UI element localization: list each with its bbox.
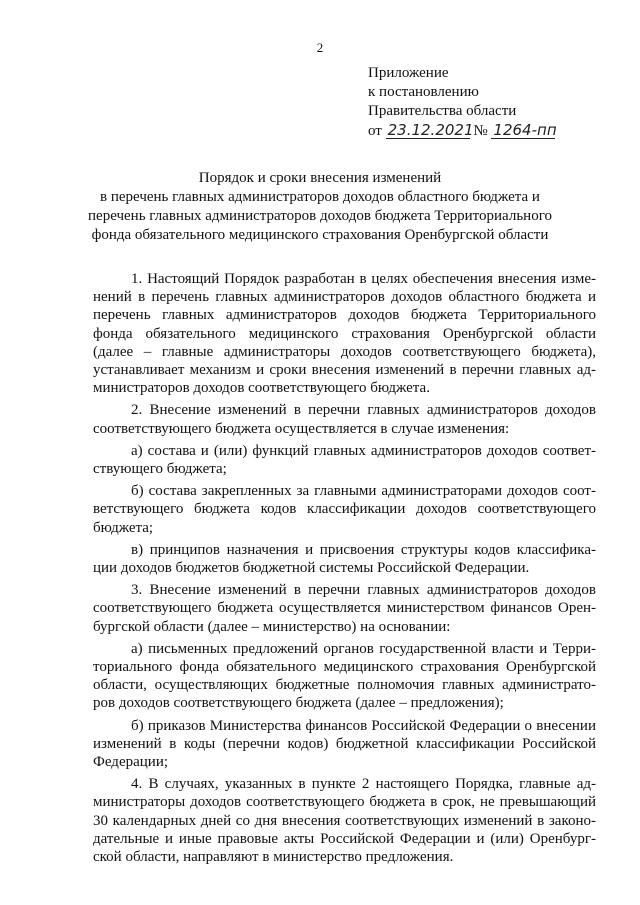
paragraph (93, 775, 596, 866)
handwritten-number: 1264-пп (493, 121, 557, 139)
paragraph-line: соответствующего бюджета осуществляется в случае изменения: (93, 420, 510, 437)
document-body (93, 270, 596, 870)
paragraph-line: (далее – главные администраторы доходов соответствующего бюджета), (93, 343, 596, 360)
paragraph-line: 1. Настоящий Порядок разработан в целях обеспечения внесения изме- (131, 271, 596, 287)
paragraph-line: 3. Внесение изменений в перечни главных администраторов доходов (131, 582, 596, 599)
paragraph (93, 581, 596, 636)
paragraph-line: перечень главных администраторов доходов бюджета Территориального (93, 307, 596, 324)
appendix-date-number-line (368, 122, 555, 141)
paragraph-line: ветствующего бюджета кодов классификации доходов соответствующего (93, 501, 596, 518)
appendix-to-resolution: к постановлению (368, 84, 479, 100)
paragraph-line: министраторы доходов соответствующего бюджета в срок, не превышающий (93, 794, 596, 811)
paragraph-line: бюджета; (93, 519, 154, 536)
paragraph-line: бургской области (далее – министерство) на основании: (93, 618, 451, 635)
paragraph (93, 640, 596, 713)
paragraph-line: ции доходов бюджетов бюджетной системы Российской Федерации. (93, 560, 530, 577)
from-prefix: от (368, 123, 382, 139)
paragraph-line: изменений в коды (перечни кодов) бюджетной классификации Российской (93, 735, 596, 752)
paragraph-line: дательные и иные правовые акты Российской Федерации и (или) Оренбург- (93, 830, 596, 847)
paragraph-line: ров доходов соответствующего бюджета (далее – предложения); (93, 695, 504, 712)
paragraph-line: нений в перечень главных администраторов доходов областного бюджета и (93, 289, 596, 306)
title-line: фонда обязательного медицинского страхования Оренбургской области (91, 227, 549, 243)
paragraph (93, 541, 596, 577)
appendix-block (368, 64, 555, 141)
appendix-title: Приложение (368, 65, 449, 81)
paragraph-line: б) приказов Министерства финансов Российской Федерации о внесении (131, 717, 596, 734)
title-line: перечень главных администраторов доходов бюджета Территориального (88, 208, 552, 224)
paragraph-line: устанавливает механизм и сроки внесения изменений в перечни главных ад- (93, 362, 596, 379)
paragraph-line: в) принципов назначения и присвоения структуры кодов классифика- (131, 541, 596, 558)
paragraph-line: 2. Внесение изменений в перечни главных администраторов доходов (131, 402, 596, 419)
handwritten-date: 23.12.2021 (387, 121, 474, 139)
paragraph-line: ской области, направляют в министерство предложения. (93, 849, 454, 866)
paragraph-line: ториального фонда обязательного медицинского страхования Оренбургской (93, 659, 596, 676)
title-line: в перечень главных администраторов доходов областного бюджета и (100, 189, 540, 205)
paragraph (93, 482, 596, 537)
paragraph-line: области, осуществляющих бюджетные полномочия главных администрато- (93, 677, 596, 694)
paragraph-line: а) письменных предложений органов государственной власти и Терри- (131, 640, 596, 657)
paragraph-line: фонда обязательного медицинского страхования Оренбургской области (93, 325, 596, 342)
paragraph (93, 401, 596, 437)
paragraph-line: соответствующего бюджета осуществляется министерством финансов Орен- (93, 600, 596, 617)
paragraph (93, 717, 596, 772)
paragraph-line: министраторов доходов соответствующего бюджета. (93, 380, 430, 397)
paragraph-line: Федерации; (93, 754, 169, 771)
paragraph-line: б) состава закрепленных за главными администраторами доходов соот- (131, 483, 596, 500)
appendix-government: Правительства области (368, 103, 517, 119)
document-title (60, 169, 580, 245)
paragraph-line: а) состава и (или) функций главных администраторов доходов соответ- (131, 442, 596, 459)
paragraph-line: 30 календарных дней со дня внесения соответствующих изменений в законо- (93, 812, 596, 829)
page-number: 2 (316, 40, 324, 55)
number-sign: № (473, 123, 488, 139)
paragraph (93, 270, 596, 397)
title-line: Порядок и сроки внесения изменений (198, 170, 442, 186)
paragraph-line: ствующего бюджета; (93, 461, 227, 478)
paragraph (93, 442, 596, 478)
paragraph-line: 4. В случаях, указанных в пункте 2 настоящего Порядка, главные ад- (131, 776, 596, 793)
